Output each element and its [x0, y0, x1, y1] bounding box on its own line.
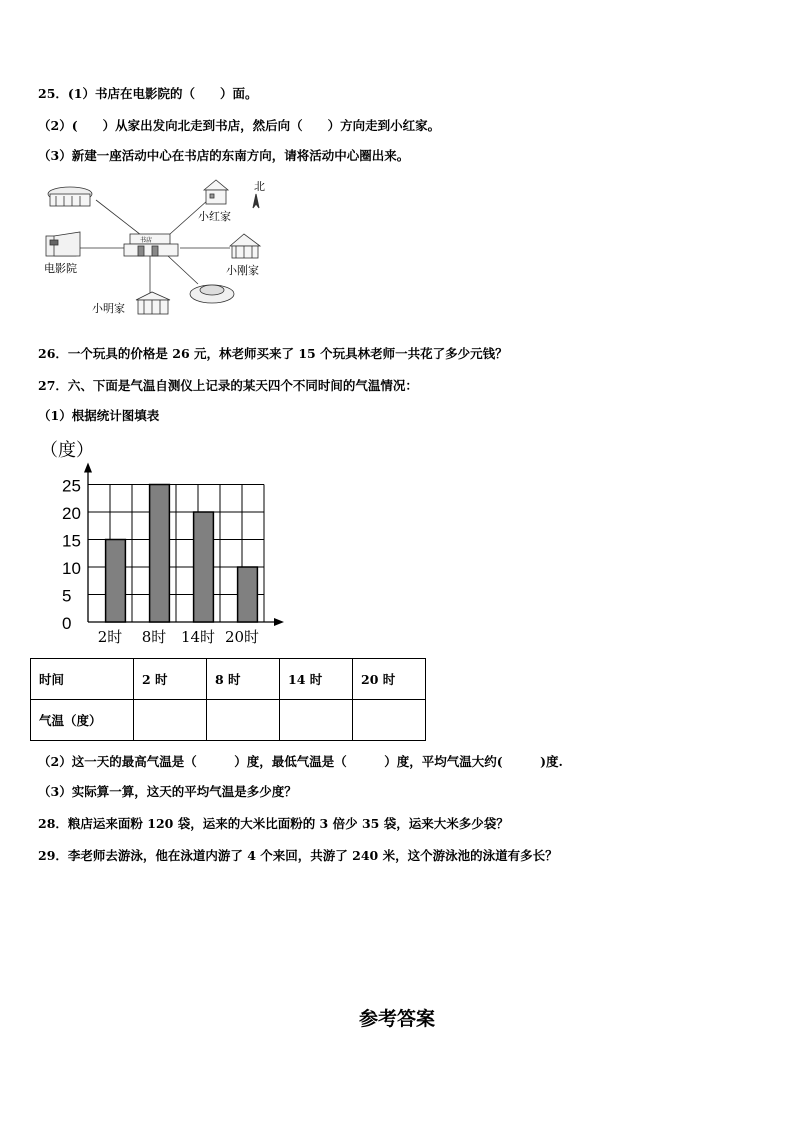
temperature-chart	[36, 436, 296, 651]
bar	[150, 485, 170, 623]
answer-cell[interactable]	[353, 700, 426, 741]
y-axis-arrow	[84, 463, 92, 473]
bar	[194, 512, 214, 622]
dome-building-icon	[190, 285, 234, 303]
y-tick-label: 20	[62, 504, 81, 523]
y-tick-label: 5	[62, 586, 72, 606]
line-to-southeast	[168, 256, 198, 284]
map-drawing	[40, 176, 290, 326]
table-cell: 时间	[31, 659, 134, 700]
answer-section-title: 参考答案	[358, 1008, 435, 1030]
question-27-part-3: （3）实际算一算，这天的平均气温是多少度？	[38, 784, 297, 799]
xiaohong-house-icon	[204, 180, 228, 204]
table-row	[31, 700, 426, 741]
x-tick-label: 20时	[224, 628, 260, 646]
table-cell: 20 时	[353, 659, 426, 700]
x-tick-label: 2时	[97, 628, 123, 646]
xiaohong-label: 小红家	[198, 210, 231, 223]
question-27-part-1: （1）根据统计图填表	[38, 408, 160, 423]
north-arrow-icon	[253, 194, 259, 208]
question-25-part-3: （3）新建一座活动中心在书店的东南方向，请将活动中心圈出来。	[38, 148, 410, 163]
y-tick-label: 0	[62, 614, 72, 633]
answer-cell[interactable]	[207, 700, 280, 741]
answer-cell[interactable]	[280, 700, 353, 741]
x-tick-label: 8时	[141, 628, 167, 646]
question-26: 26．一个玩具的价格是 26 元，林老师买来了 15 个玩具林老师一共花了多少元钱？	[38, 346, 508, 361]
bookstore-sign: 书店	[140, 237, 153, 244]
north-label: 北	[254, 180, 265, 193]
y-tick-label: 25	[62, 476, 81, 496]
x-tick-label: 14时	[180, 628, 216, 646]
y-tick-label: 10	[62, 559, 81, 578]
stadium-icon	[48, 187, 92, 206]
xiaoming-label: 小明家	[92, 302, 125, 315]
table-header-row	[31, 659, 426, 700]
table-row-label: 气温（度）	[31, 700, 134, 741]
location-map	[40, 176, 290, 326]
bar	[106, 540, 126, 623]
question-27-part-2: （2）这一天的最高气温是（ ）度，最低气温是（ ）度，平均气温大约( )度.	[38, 754, 563, 769]
question-27: 27．六、下面是气温自测仪上记录的某天四个不同时间的气温情况：	[38, 378, 418, 393]
xiaoming-house-icon	[136, 292, 170, 314]
answer-cell[interactable]	[134, 700, 207, 741]
bar	[238, 567, 258, 622]
table-cell: 14 时	[280, 659, 353, 700]
y-axis-label: （度）	[40, 440, 94, 461]
table-cell: 2 时	[134, 659, 207, 700]
temperature-table	[30, 658, 426, 741]
x-axis-arrow	[274, 618, 284, 626]
table-cell: 8 时	[207, 659, 280, 700]
chart-svg	[36, 436, 296, 651]
question-25-part-2: （2）( ）从家出发向北走到书店，然后向（ ）方向走到小红家。	[38, 118, 441, 133]
cinema-icon	[46, 232, 80, 256]
question-25-part-1: 25．(1）书店在电影院的（ ）面。	[38, 86, 258, 101]
question-28: 28．粮店运来面粉 120 袋，运来的大米比面粉的 3 倍少 35 袋，运来大米多少袋？	[38, 816, 509, 831]
y-tick-label: 15	[62, 531, 81, 551]
xiaogang-house-icon	[230, 234, 260, 258]
xiaogang-label: 小刚家	[226, 264, 259, 277]
cinema-label: 电影院	[44, 262, 77, 275]
question-29: 29．李老师去游泳，他在泳道内游了 4 个来回，共游了 240 米，这个游泳池的泳道有多长？	[38, 848, 558, 863]
